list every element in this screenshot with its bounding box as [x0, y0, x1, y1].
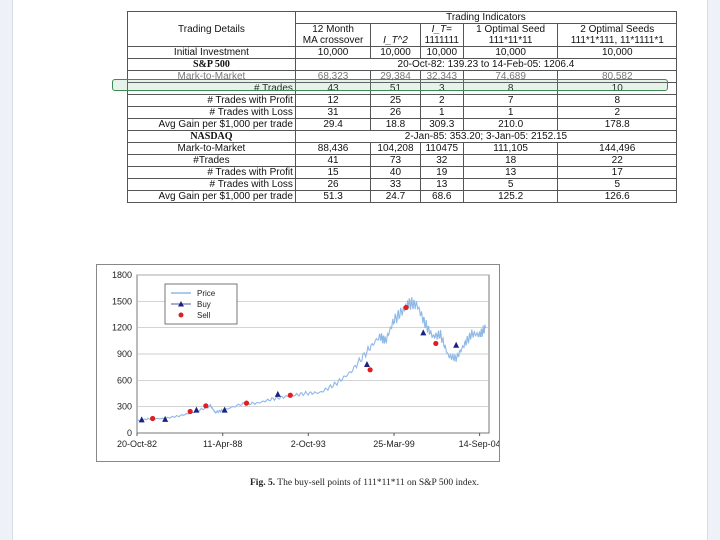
- cell: 8: [463, 83, 558, 95]
- legend-sell-label: Sell: [197, 311, 211, 320]
- caption-text: The buy-sell points of 111*11*11 on S&P 500 index.: [275, 478, 479, 488]
- header-trading-details: Trading Details: [128, 12, 296, 47]
- cell: 126.6: [558, 191, 677, 203]
- header-it2-top: [371, 24, 421, 36]
- sp500-section-title: S&P 500: [128, 59, 296, 71]
- header-one-seed-top: 1 Optimal Seed: [463, 24, 558, 36]
- cell: 10,000: [558, 47, 677, 59]
- sell-point: [188, 409, 193, 414]
- cell: 74,689: [463, 71, 558, 83]
- cell: 5: [558, 179, 677, 191]
- cell: 19: [420, 167, 463, 179]
- cell: 1: [420, 107, 463, 119]
- cell: 12: [295, 95, 370, 107]
- cell-label: # Trades with Loss: [128, 179, 296, 191]
- y-tick-label: 900: [116, 349, 132, 359]
- header-two-seeds-top: 2 Optimal Seeds: [558, 24, 677, 36]
- cell: 26: [295, 179, 370, 191]
- cell: 1: [463, 107, 558, 119]
- table-row: [128, 143, 677, 155]
- sell-point: [203, 403, 208, 408]
- legend-sell-swatch: [179, 313, 184, 318]
- header-trading-indicators: Trading Indicators: [295, 12, 676, 24]
- cell: 32: [420, 155, 463, 167]
- x-tick-label: 25-Mar-99: [373, 439, 415, 449]
- cell: 29,384: [371, 71, 421, 83]
- cell: 17: [558, 167, 677, 179]
- caption-label: Fig. 5.: [250, 478, 276, 488]
- legend-price-label: Price: [197, 289, 216, 298]
- cell: 2: [558, 107, 677, 119]
- cell: 111,105: [463, 143, 558, 155]
- cell-label: #Trades: [128, 155, 296, 167]
- cell: 80,582: [558, 71, 677, 83]
- header-two-seeds-bottom: 111*1*111, 11*1111*1: [558, 35, 677, 47]
- cell: 110475: [420, 143, 463, 155]
- slide-right-band: [707, 0, 720, 540]
- nasdaq-period: 2-Jan-85: 353.20; 3-Jan-05: 2152.15: [295, 131, 676, 143]
- cell: 88,436: [295, 143, 370, 155]
- cell: 18: [463, 155, 558, 167]
- table-row: [128, 167, 677, 179]
- cell: 10,000: [463, 47, 558, 59]
- cell-label: Avg Gain per $1,000 per trade: [128, 191, 296, 203]
- cell: 5: [463, 179, 558, 191]
- cell: 32,343: [420, 71, 463, 83]
- y-tick-label: 300: [116, 401, 132, 412]
- x-tick-label: 14-Sep-04: [458, 439, 499, 449]
- price-chart: [97, 265, 499, 461]
- highlight-mark-to-market-row: [112, 79, 668, 91]
- slide-left-band: [0, 0, 13, 540]
- y-tick-label: 0: [126, 428, 132, 438]
- cell: 68,323: [295, 71, 370, 83]
- sell-point: [150, 416, 155, 421]
- cell: 13: [420, 179, 463, 191]
- header-ma-top: 12 Month: [295, 24, 370, 36]
- x-tick-label: 2-Oct-93: [290, 439, 326, 449]
- table-row: [128, 95, 677, 107]
- y-tick-label: 1800: [111, 270, 132, 280]
- cell-label: Mark-to-Market: [128, 71, 296, 83]
- cell: 24.7: [371, 191, 421, 203]
- cell: 3: [420, 83, 463, 95]
- header-it2-bottom: I_T^2: [371, 35, 421, 47]
- legend-buy-label: Buy: [197, 300, 211, 309]
- cell: 43: [295, 83, 370, 95]
- row-nasdaq-title: [128, 131, 677, 143]
- cell: 40: [371, 167, 421, 179]
- sell-point: [244, 401, 249, 406]
- header-ma-bottom: MA crossover: [295, 35, 370, 47]
- cell: 51: [371, 83, 421, 95]
- cell-label: # Trades with Profit: [128, 167, 296, 179]
- cell-label: # Trades with Loss: [128, 107, 296, 119]
- nasdaq-section-title: NASDAQ: [128, 131, 296, 143]
- y-tick-label: 600: [116, 375, 132, 386]
- table-row: [128, 107, 677, 119]
- header-it-bottom: 1111111: [420, 35, 463, 47]
- row-sp500-title: [128, 59, 677, 71]
- cell: 10: [558, 83, 677, 95]
- cell: 13: [463, 167, 558, 179]
- cell-label: # Trades: [128, 83, 296, 95]
- sell-point: [403, 305, 408, 310]
- header-one-seed-bottom: 111*11*11: [463, 35, 558, 47]
- cell: 144,496: [558, 143, 677, 155]
- cell: 104,208: [371, 143, 421, 155]
- chart-frame: [96, 264, 500, 462]
- cell: 309.3: [420, 119, 463, 131]
- cell: 26: [371, 107, 421, 119]
- cell: 10,000: [371, 47, 421, 59]
- sell-point: [433, 341, 438, 346]
- cell: 125.2: [463, 191, 558, 203]
- cell: 33: [371, 179, 421, 191]
- row-initial-investment: [128, 47, 677, 59]
- table-row: [128, 119, 677, 131]
- cell-label: Avg Gain per $1,000 per trade: [128, 119, 296, 131]
- cell: 22: [558, 155, 677, 167]
- figure-caption: [250, 478, 550, 488]
- cell-label: Initial Investment: [128, 47, 296, 59]
- table-row: [128, 155, 677, 167]
- cell: 10,000: [420, 47, 463, 59]
- cell: 29.4: [295, 119, 370, 131]
- cell: 73: [371, 155, 421, 167]
- sp500-period: 20-Oct-82: 139.23 to 14-Feb-05: 1206.4: [295, 59, 676, 71]
- cell: 51.3: [295, 191, 370, 203]
- cell: 25: [371, 95, 421, 107]
- cell-label: # Trades with Profit: [128, 95, 296, 107]
- cell: 210.0: [463, 119, 558, 131]
- sell-point: [288, 393, 293, 398]
- cell: 8: [558, 95, 677, 107]
- cell-label: Mark-to-Market: [128, 143, 296, 155]
- x-tick-label: 11-Apr-88: [203, 439, 243, 449]
- sell-point: [368, 367, 373, 372]
- table-row: [128, 191, 677, 203]
- cell: 7: [463, 95, 558, 107]
- y-tick-label: 1200: [111, 322, 132, 333]
- cell: 10,000: [295, 47, 370, 59]
- cell: 2: [420, 95, 463, 107]
- trading-indicators-table: [127, 11, 677, 203]
- cell: 178.8: [558, 119, 677, 131]
- cell: 68.6: [420, 191, 463, 203]
- cell: 18.8: [371, 119, 421, 131]
- x-tick-label: 20-Oct-82: [116, 439, 158, 449]
- y-tick-label: 1500: [111, 296, 132, 307]
- table-row: [128, 179, 677, 191]
- header-it-top: I_T=: [420, 24, 463, 36]
- cell: 31: [295, 107, 370, 119]
- cell: 41: [295, 155, 370, 167]
- cell: 15: [295, 167, 370, 179]
